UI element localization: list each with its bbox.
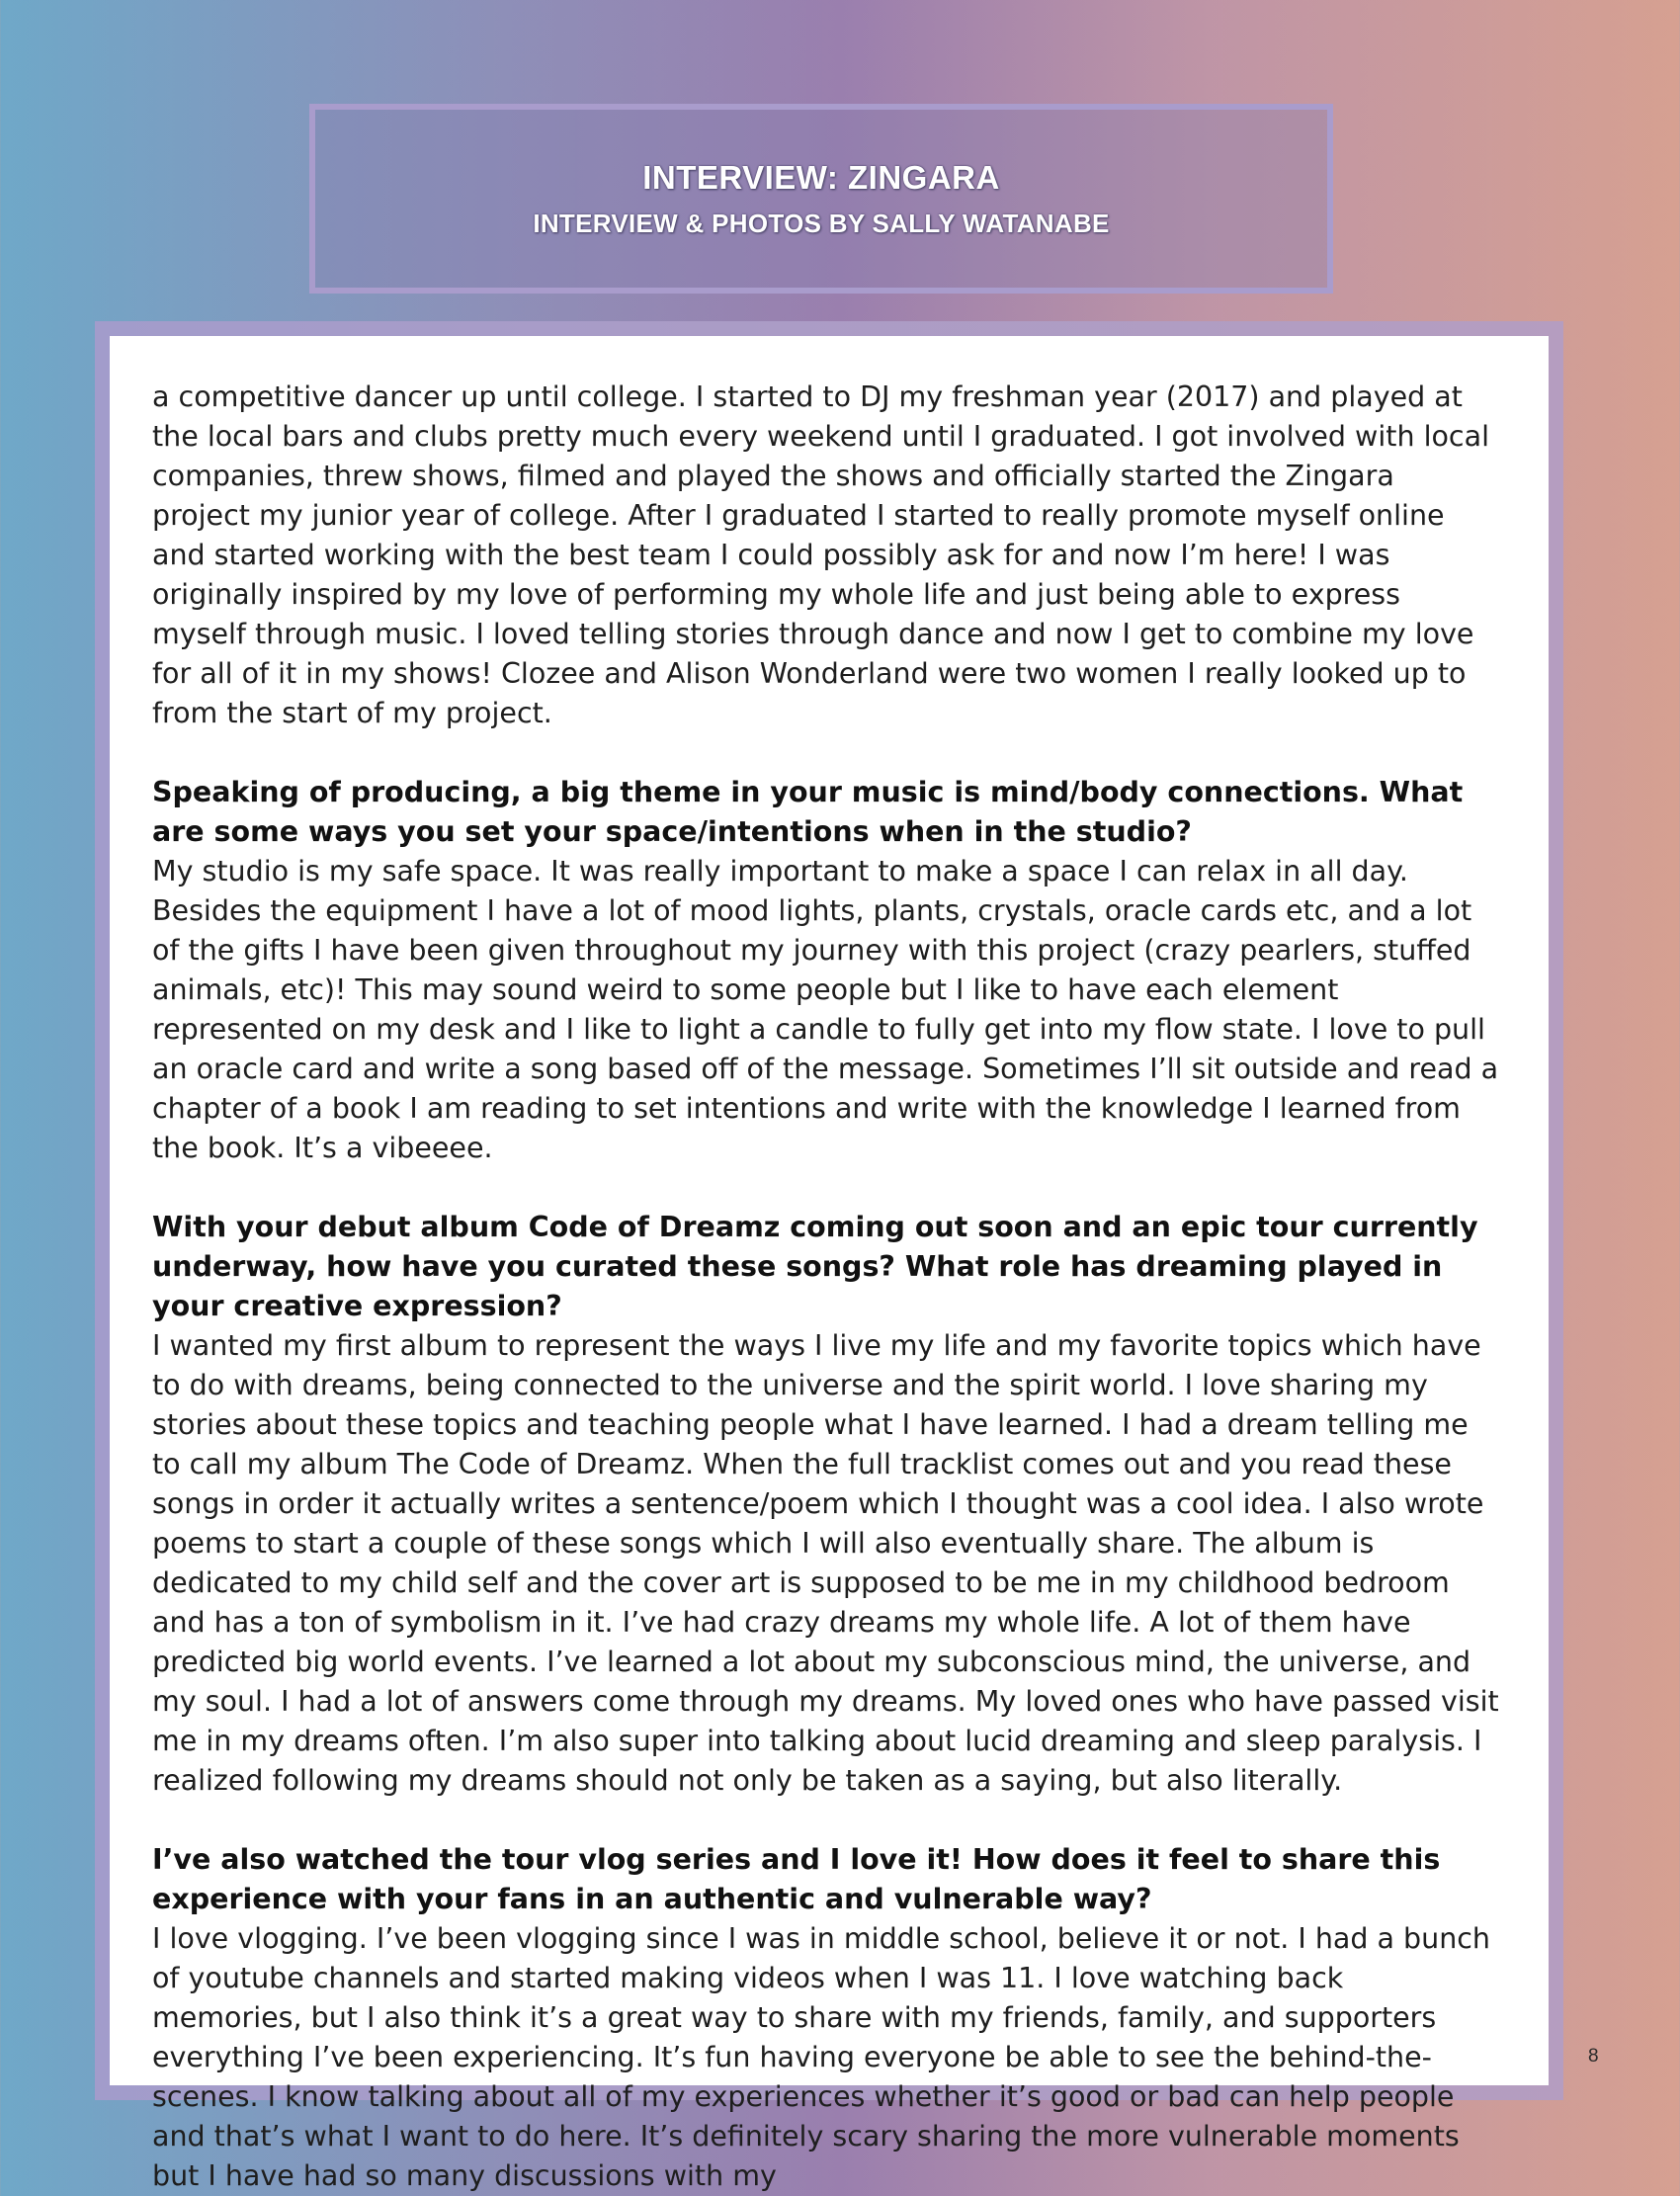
article-byline: INTERVIEW & PHOTOS BY SALLY WATANABE — [533, 209, 1110, 238]
interview-question: Speaking of producing, a big theme in your music is mind/body connections. What are some ways you set your space/intentions when in the studio? — [152, 776, 1464, 848]
content-frame — [95, 321, 1563, 2192]
interview-answer: I wanted my first album to represent the ways I live my life and my favorite topics which have to do with dreams, being connected to the universe and the spirit world. I love sharing my stories about these topics and teaching people what I have learned. I had a dream telling me to call my album The Code of Dreamz. When the full tracklist comes out and you read these songs in order it actually writes a sentence/poem which I thought was a cool idea. I also wrote poems to start a couple of these songs which I will also eventually share. The album is dedicated to my child self and the cover art is supposed to be me in my childhood bedroom and has a ton of symbolism in it. I’ve had crazy dreams my whole life. A lot of them have predicted big world events. I’ve learned a lot about my subconscious mind, the universe, and my soul. I had a lot of answers come through my dreams. My loved ones who have passed visit me in my dreams often. I’m also super into talking about lucid dreaming and sleep paralysis. I realized following my dreams should not only be taken as a saying, but also literally. — [152, 1329, 1499, 1797]
intro-paragraph: a competitive dancer up until college. I started to DJ my freshman year (2017) and played at the local bars and clubs pretty much every weekend until I graduated. I got involved with local companies, threw shows, filmed and played the shows and officially started the Zingara project my junior year of college. After I graduated I started to really promote myself online and started working with the best team I could possibly ask for and now I’m here! I was originally inspired by my love of performing my whole life and just being able to express myself through music. I loved telling stories through dance and now I get to combine my love for all of it in my shows! Clozee and Alison Wonderland were two women I really looked up to from the start of my project. — [152, 380, 1489, 729]
interview-question: I’ve also watched the tour vlog series and I love it! How does it feel to share this experience with your fans in an authentic and vulnerable way? — [152, 1843, 1441, 1915]
article-title: INTERVIEW: ZINGARA — [642, 159, 1000, 196]
interview-question: With your debut album Code of Dreamz coming out soon and an epic tour currently underway, how have you curated these songs? What role has dreaming played in your creative expression? — [152, 1211, 1478, 1322]
page-number: 8 — [1588, 2046, 1599, 2067]
article-body — [110, 336, 1549, 2192]
interview-answer: I love vlogging. I’ve been vlogging since I was in middle school, believe it or not. I had a bunch of youtube channels and started making videos when I was 11. I love watching back memories, but I also think it’s a great way to share with my friends, family, and supporters everything I’ve been experiencing. It’s fun having everyone be able to see the behind-the-scenes. I know talking about all of my experiences whether it’s good or bad can help people and that’s what I want to do here. It’s definitely scary sharing the more vulnerable moments but I have had so many discussions with my — [152, 1922, 1490, 2192]
interview-answer: My studio is my safe space. It was really important to make a space I can relax in all day. Besides the equipment I have a lot of mood lights, plants, crystals, oracle cards etc, and a lot of the gifts I have been given throughout my journey with this project (crazy pearlers, stuffed animals, etc)! This may sound weird to some people but I like to have each element represented on my desk and I like to light a candle to fully get into my flow state. I love to pull an oracle card and write a song based off of the message. Sometimes I’ll sit outside and read a chapter of a book I am reading to set intentions and write with the knowledge I learned from the book. It’s a vibeeee. — [152, 855, 1499, 1164]
article-header — [309, 104, 1333, 294]
